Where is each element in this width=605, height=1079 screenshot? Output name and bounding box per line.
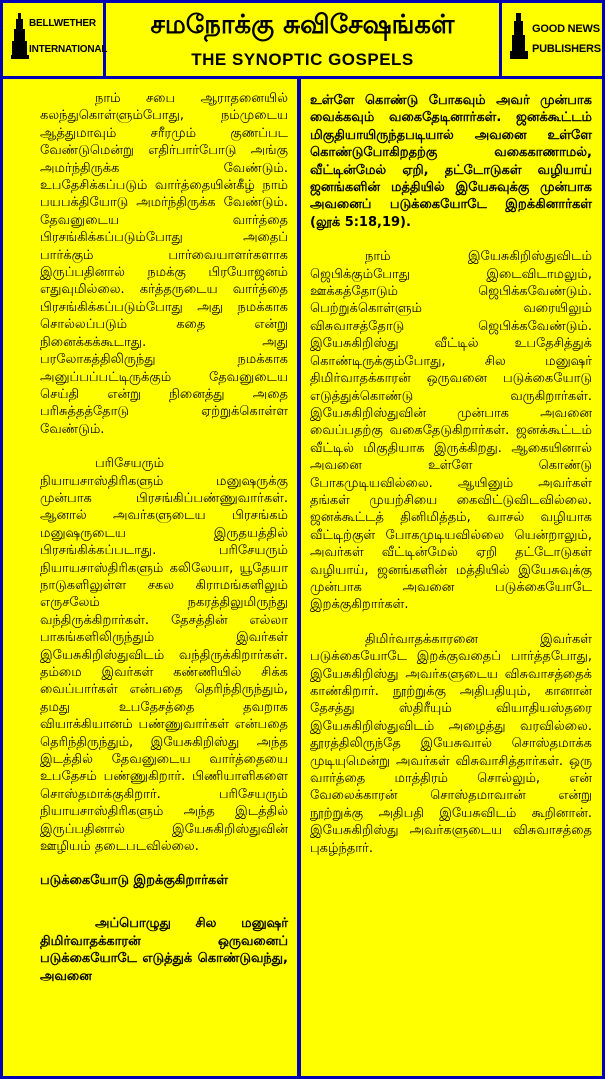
left-column [40, 90, 288, 1002]
page-title-tamil: சமநோக்கு சுவிசேஷங்கள் [150, 10, 455, 40]
paragraph: நாம் சபை ஆராதனையில் கலந்துகொள்ளும்போது, நம்முடைய ஆத்துமாவும் சரீரமும் குணப்பட வேண்டுமென்று எதிர்பார்போடு அங்கு அமர்ந்திருக்க வேண்டும். உபதேசிக்கப்படும் வார்த்தையின்கீழ் நாம் பயபக்தியோடு அமர்ந்திருக்க வேண்டும். தேவனுடைய வார்த்தை பிரசங்கிக்கப்படும்போது அதைப் பார்க்கும் பார்வையாளர்களாக இருப்பதினால் நமக்கு பிரயோஜனம் எதுவுமில்லை. கர்த்தருடைய வார்த்தை பிரசங்கிக்கப்படும்போது அது நமக்காக சொல்லப்படும் கதை என்று நினைக்கக்கூடாது. அது பரலோகத்திலிருந்து நமக்காக அனுப்பப்பட்டிருக்கும் தேவனுடைய செய்தி என்று நினைத்து அதை பரிசுத்தத்தோடு ஏற்றுக்கொள்ள வேண்டும். [40, 91, 288, 437]
section-heading: படுக்கையோடு இறக்குகிறார்கள் [40, 873, 228, 889]
bellwether-logo [3, 3, 106, 76]
right-column [310, 92, 592, 874]
column-divider [297, 79, 301, 1079]
paragraph: திமிர்வாதக்காரனை இவர்கள் படுக்கையோடே இறக்குவதைப் பார்த்தபோது, இயேசுகிறிஸ்து அவர்களுடைய விசுவாசத்தைக் காண்கிறார். நூற்றுக்கு அதிபதியும், கானான் தேசத்து ஸ்திரீயும் வியாதியஸ்தரை இயேசுகிறிஸ்துவிடம் அழைத்து வரவில்லை. தூரத்திலிருந்தே இயேசுவால் சொஸ்தமாக்க முடியுமென்று அவர்கள் விசுவாசித்தார்கள். ஒரு வார்த்தை மாத்திரம் சொல்லும், என் வேலைக்காரன் சொஸ்தமாவான் என்று நூற்றுக்கு அதிபதி இயேசுவிடம் கூறினான். இயேசுகிறிஸ்து அவர்களுடைய விசுவாசத்தை புகழ்ந்தார். [310, 631, 592, 856]
header [0, 0, 605, 79]
paragraph: பரிசேயரும் நியாயசாஸ்திரிகளும் மனுஷருக்கு முன்பாக பிரசங்கிப்பண்ணுவார்கள். ஆனால் அவர்களுடைய பிரசங்கம் மனுஷருடைய இருதயத்தில் பிரசங்கிக்கப்படாது. பரிசேயரும் நியாயசாஸ்திரிகளும் கலிலேயா, யூதேயா நாடுகளிலுள்ள சகல கிராமங்களிலும் எருசலேம் நகரத்திலுமிருந்து வந்திருக்கிறார்கள். தேசத்தின் எல்லா பாகங்களிலிருந்தும் இவர்கள் இயேசுகிறிஸ்துவிடம் வந்திருக்கிறார்கள். தம்மை இவர்கள் கண்ணியில் சிக்க வைப்பார்கள் என்பதை தெரிந்திருந்தும், தமது உபதேசத்தை தவறாக வியாக்கியானம் பண்ணுவார்கள் என்பதை தெரிந்திருந்தும், இயேசுகிறிஸ்து அந்த இடத்தில் தேவனுடைய வார்த்தையை உபதேசம் பண்ணுகிறார். பிணியாளிகளை சொஸ்தமாக்குகிறார். பரிசேயரும் நியாயசாஸ்திரிகளும் அந்த இடத்தில் இருப்பதினால் இயேசுகிறிஸ்துவின் ஊழியம் தடைபடவில்லை. [40, 456, 288, 855]
logo-line1: GOOD NEWS [532, 23, 600, 35]
paragraph: அப்பொழுது சில மனுஷர் திமிர்வாதக்காரன் ஒருவனைப் படுக்கையோடே எடுத்துக் கொண்டுவந்து, அவனை [40, 916, 288, 984]
paragraph: நாம் இயேசுகிறிஸ்துவிடம் ஜெபிக்கும்போது இடைவிடாமலும், ஊக்கத்தோடும் ஜெபிக்கவேண்டும். பெற்றுக்கொள்ளும் வரையிலும் விசுவாசத்தோடு ஜெபிக்கவேண்டும். இயேசுகிறிஸ்து வீட்டில் உபதேசித்துக் கொண்டிருக்கும்போது, சில மனுஷர் திமிர்வாதக்காரன் ஒருவனை படுக்கையோடு எடுத்துக்கொண்டு வருகிறார்கள். இயேசுகிறிஸ்துவின் முன்பாக அவனை வைப்பதற்கு வகைதேடுகிறார்கள். ஜனக்கூட்டம் வீட்டில் மிகுதியாக இருக்கிறது. ஆகையினால் அவனை உள்ளே கொண்டு போகமுடியவில்லை. ஆயினும் அவர்கள் தங்கள் முயற்சியை கைவிட்டுவிடவில்லை. ஜனக்கூட்டத் தினிமித்தம், வாசல் வழியாக வீட்டிற்குள் போகமுடியவில்லை யென்றாலும், அவர்கள் வீட்டின்மேல் ஏறி தட்டோடுகள் வழியாய், ஜனங்களின் மத்தியில் இயேசுவுக்கு முன்பாக அவனை படுக்கையோடே இறக்குகிறார்கள். [310, 249, 592, 613]
paragraph: உள்ளே கொண்டு போகவும் அவர் முன்பாக வைக்கவும் வகைதேடினார்கள். ஜனக்கூட்டம் மிகுதியாயிருந்தபடியால் அவனை உள்ளே கொண்டுபோகிறதற்கு வகைகாணாமல், வீட்டின்மேல் ஏறி, தட்டோடுகள் வழியாய் ஜனங்களின் மத்தியில் இயேசுவுக்கு முன்பாக அவனைப் படுக்கையோடே இறக்கினார்கள் (லூக் 5:18,19). [310, 93, 592, 230]
tower-icon [510, 13, 528, 59]
logo-line1: BELLWETHER [29, 18, 96, 29]
page-title-english: THE SYNOPTIC GOSPELS [191, 50, 414, 69]
good-news-logo [499, 3, 602, 76]
logo-line2: INTERNATIONAL [29, 44, 108, 55]
logo-line2: PUBLISHERS [532, 43, 601, 55]
bell-tower-icon [11, 13, 29, 59]
